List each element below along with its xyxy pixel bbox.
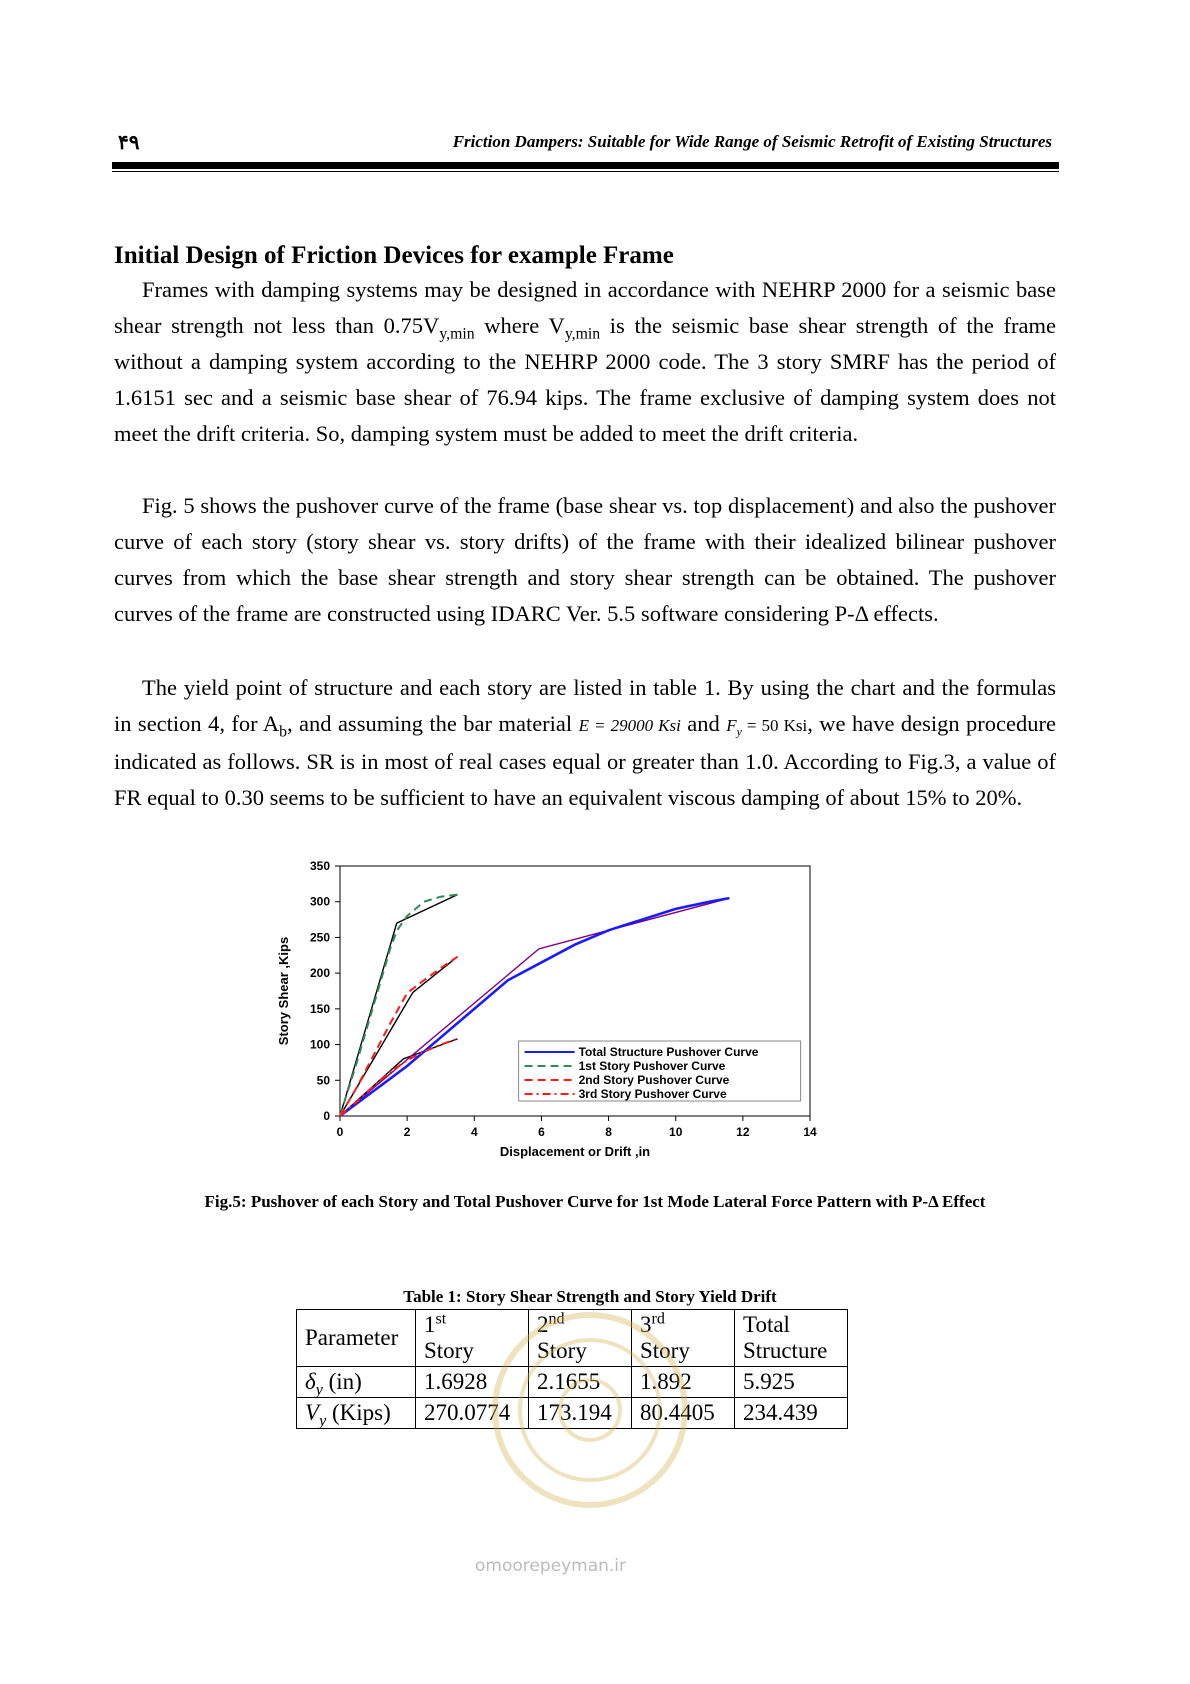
- header-story-2: 2nd Story: [529, 1310, 632, 1367]
- y-tick-label: 50: [316, 1073, 330, 1088]
- table-cell: 80.4405: [632, 1398, 735, 1429]
- series-line: [340, 895, 458, 1116]
- x-tick-label: 12: [736, 1125, 750, 1139]
- table-cell: 270.0774: [416, 1398, 529, 1429]
- pushover-chart: [270, 860, 830, 1180]
- watermark-seal: [470, 1300, 710, 1600]
- figure-caption: Fig.5: Pushover of each Story and Total Pushover Curve for 1st Mode Lateral Force Pattern with P-Δ Effect: [204, 1192, 986, 1211]
- watermark-text: omoorepeyman.ir: [475, 1556, 627, 1576]
- x-tick-label: 2: [403, 1125, 411, 1139]
- bilinear-line: [340, 957, 458, 1116]
- header-story-1: 1st Story: [416, 1310, 529, 1367]
- table-cell: 173.194: [529, 1398, 632, 1429]
- header-rule-thin: [112, 171, 1059, 172]
- formula-e: E = 29000 Ksi: [578, 716, 681, 735]
- table-cell: 5.925: [735, 1367, 848, 1398]
- table-cell: 2.1655: [529, 1367, 632, 1398]
- legend-label: 1st Story Pushover Curve: [578, 1059, 726, 1073]
- row-label: $V_y$ (Kips): [297, 1398, 416, 1429]
- section-title: Initial Design of Friction Devices for example Frame: [114, 242, 674, 269]
- x-tick-label: 0: [336, 1125, 344, 1139]
- y-tick-label: 200: [309, 966, 330, 981]
- legend-label: 2nd Story Pushover Curve: [578, 1073, 730, 1087]
- page-number: ۴۹: [118, 132, 140, 154]
- paragraph-2: Fig. 5 shows the pushover curve of the frame (base shear vs. top displacement) and also the pushover curve of each story (story shear vs. story drifts) of the frame with their idealized bilinear pushover curves from which the base shear strength and story shear strength can be obtained. The pushover curves of the frame are constructed using IDARC Ver. 5.5 software considering P-Δ effects.: [114, 493, 1056, 626]
- legend-label: Total Structure Pushover Curve: [578, 1045, 759, 1059]
- x-axis-label: Displacement or Drift ,in: [499, 1144, 651, 1159]
- pushover-chart-svg: [270, 860, 830, 1180]
- x-tick-label: 14: [803, 1125, 817, 1139]
- y-tick-label: 250: [309, 930, 330, 945]
- paragraph-3: The yield point of structure and each story are listed in table 1. By using the chart and the formulas in section 4, for $A_b$, and assuming the bar material E = 29000 Ksi and $F_y = 50$ Ksi, we have design procedure indicated as follows. SR is in most of real cases equal or greater than 1.0. According to Fig.3, a value of FR equal to 0.30 seems to be sufficient to have an equivalent viscous damping of about 15% to 20%.: [114, 675, 1057, 810]
- x-tick-label: 6: [538, 1125, 545, 1139]
- series-line: [340, 957, 458, 1116]
- formula-fy: $F_y = 50$ Ksi: [726, 716, 808, 739]
- header-story-3: 3rd Story: [632, 1310, 735, 1367]
- table-caption: Table 1: Story Shear Strength and Story Yield Drift: [403, 1287, 777, 1306]
- paragraph-1: Frames with damping systems may be designed in accordance with NEHRP 2000 for a seismic base shear strength not less than $0.75V_{y,min}$ where $V_{y,min}$ is the seismic base shear strength of the frame without a damping system according to the NEHRP 2000 code. The 3 story SMRF has the period of 1.6151 sec and a seismic base shear of 76.94 kips. The frame exclusive of damping system does not meet the drift criteria. So, damping system must be added to meet the drift criteria.: [114, 277, 1056, 446]
- table-cell: 1.892: [632, 1367, 735, 1398]
- x-tick-label: 8: [605, 1125, 612, 1139]
- y-tick-label: 300: [309, 894, 330, 909]
- y-axis-label: Story Shear ,Kips: [276, 936, 291, 1046]
- y-tick-label: 150: [309, 1001, 330, 1016]
- y-tick-label: 0: [323, 1109, 330, 1123]
- x-tick-label: 4: [470, 1125, 478, 1139]
- legend-label: 3rd Story Pushover Curve: [578, 1087, 727, 1101]
- table-cell: 234.439: [735, 1398, 848, 1429]
- row-label: $\delta_y$ (in): [297, 1367, 416, 1398]
- running-title: Friction Dampers: Suitable for Wide Range of Seismic Retrofit of Existing Structures: [452, 132, 1052, 151]
- header-parameter: Parameter: [297, 1310, 416, 1367]
- x-tick-label: 10: [669, 1125, 683, 1139]
- y-tick-label: 350: [309, 860, 330, 873]
- y-tick-label: 100: [309, 1037, 330, 1052]
- table-cell: 1.6928: [416, 1367, 529, 1398]
- header-total: Total Structure: [735, 1310, 848, 1367]
- header-rule-thick: [112, 162, 1059, 169]
